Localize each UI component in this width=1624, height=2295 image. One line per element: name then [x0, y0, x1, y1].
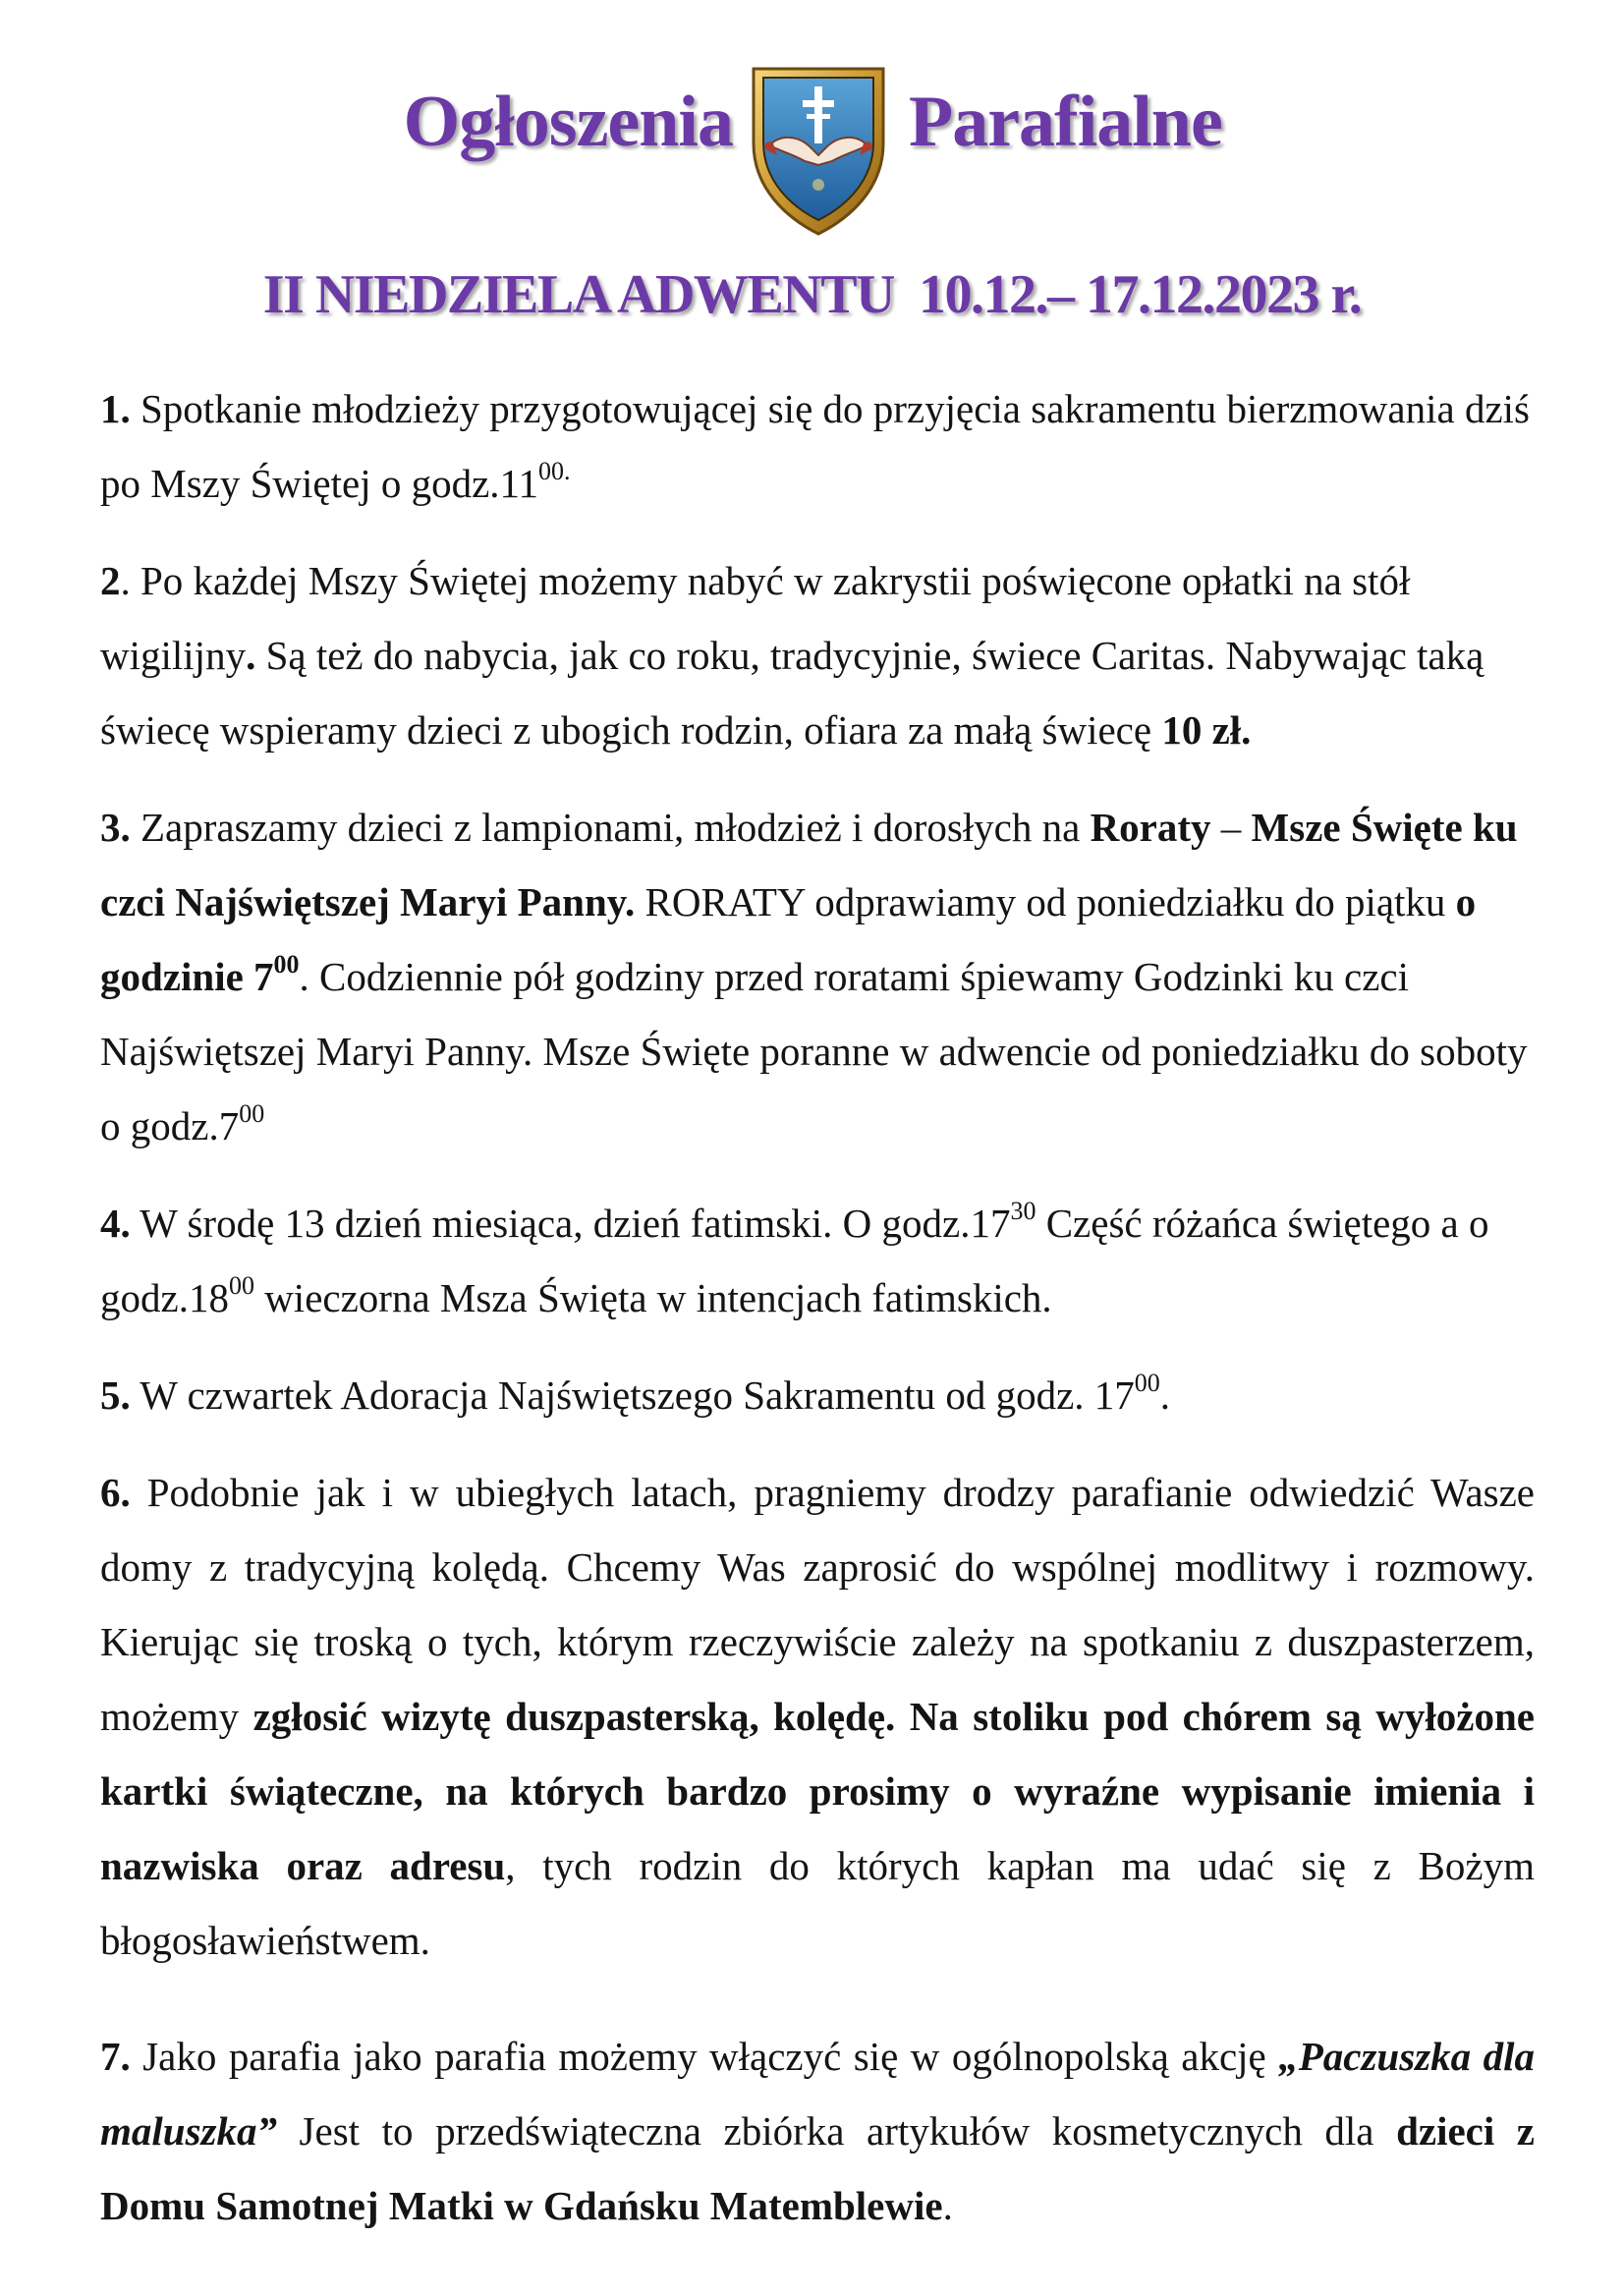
- item-text: Jest to przedświąteczna zbiórka artykułów kosmetycznych dla: [277, 2108, 1397, 2154]
- announcement-item-2: [100, 543, 1535, 767]
- announcement-item-5: [100, 1358, 1535, 1432]
- time-minutes: 00.: [538, 457, 571, 486]
- item-text: Spotkanie młodzieży przygotowującej się do przyjęcia sakramentu bierzmowania dziś po Mszy Świętej o godz.11: [100, 386, 1530, 506]
- item-text: –: [1210, 805, 1252, 850]
- item-text: Podobnie jak i w ubiegłych latach, pragniemy drodzy parafianie odwiedzić Wasze domy z tradycyjną kolędą. Chcemy Was zaprosić do wspólnej modlitwy i rozmowy. Kierując się troską o tych, którym rzeczywiście zależy na spotkaniu z duszpasterzem, możemy: [100, 1470, 1535, 1739]
- announcement-item-6: [100, 1455, 1535, 1978]
- item-number: 7.: [100, 2034, 131, 2079]
- item-number: 3.: [100, 805, 131, 850]
- item-text-bold: zgłosić wizytę duszpasterską, kolędę. Na stoliku pod chórem są wyłożone kartki świąteczne, na których bardzo prosimy o wyraźne wypisanie imienia i nazwiska oraz adresu: [100, 1694, 1535, 1888]
- item-text-bold: Roraty: [1090, 805, 1211, 850]
- item-text: W środę 13 dzień miesiąca, dzień fatimski. O godz.17: [130, 1201, 1011, 1246]
- announcement-item-1: [100, 371, 1535, 521]
- time-minutes: 00: [273, 950, 300, 980]
- item-number: 6.: [100, 1470, 131, 1515]
- item-text-bold: Msze Święte ku czci Najświętszej Maryi Panny.: [100, 805, 1518, 924]
- item-text: W czwartek Adoracja Najświętszego Sakramentu od godz. 17: [130, 1372, 1135, 1418]
- item-text: Zapraszamy dzieci z lampionami, młodzież i dorosłych na: [130, 805, 1091, 850]
- header-title-left: Ogłoszenia: [403, 82, 733, 162]
- item-text: Są też do nabycia, jak co roku, tradycyjnie, świece Caritas. Nabywając taką świecę wspieramy dzieci z ubogich rodzin, ofiara za małą świecę: [100, 633, 1484, 753]
- item-text: Część różańca świętego a o godz.18: [100, 1201, 1489, 1320]
- item-text: RORATY odprawiamy od poniedziałku do piątku: [635, 879, 1456, 924]
- item-text-bold: o godzinie 7: [100, 879, 1477, 999]
- item-text-bold: dzieci z Domu Samotnej Matki w Gdańsku Matemblewie: [100, 2108, 1535, 2228]
- announcement-item-4: [100, 1186, 1535, 1335]
- time-minutes: 00: [239, 1099, 265, 1129]
- announcement-item-7: [100, 2019, 1535, 2243]
- item-text: . Po każdej Mszy Świętej możemy nabyć w zakrystii poświęcone opłatki na stół wigilijny: [100, 558, 1411, 678]
- time-minutes: 30: [1010, 1197, 1036, 1226]
- item-text: Jako parafia jako parafia możemy włączyć się w ogólnopolską akcję: [130, 2034, 1279, 2079]
- header-title-right: Parafialne: [909, 82, 1222, 162]
- item-text-bold-italic: „Paczuszka dla maluszka”: [100, 2034, 1535, 2154]
- item-number: 2: [100, 558, 121, 603]
- page-header: [0, 61, 1624, 243]
- announcements-list: [100, 371, 1535, 2243]
- item-text-bold: 10 zł.: [1161, 707, 1252, 753]
- item-number: 5.: [100, 1372, 131, 1418]
- announcement-week-title: II NIEDZIELA ADWENTU 10.12.– 17.12.2023 r.: [262, 264, 1362, 325]
- time-minutes: 00: [1134, 1369, 1160, 1398]
- item-text: wieczorna Msza Święta w intencjach fatimskich.: [253, 1275, 1052, 1320]
- item-text: . Codziennie pół godziny przed roratami śpiewamy Godzinki ku czci Najświętszej Maryi Panny. Msze Święte poranne w adwencie od poniedziałku do soboty o godz.7: [100, 954, 1528, 1148]
- item-text: , tych rodzin do których kapłan ma udać się z Bożym błogosławieństwem.: [100, 1843, 1535, 1963]
- item-text-bold: .: [246, 633, 256, 678]
- item-text: .: [942, 2183, 953, 2228]
- announcement-item-3: [100, 790, 1535, 1163]
- parish-emblem-icon: [748, 61, 889, 238]
- item-text: .: [1159, 1372, 1171, 1418]
- item-number: 4.: [100, 1201, 131, 1246]
- item-number: 1.: [100, 386, 131, 431]
- time-minutes: 00: [228, 1271, 254, 1301]
